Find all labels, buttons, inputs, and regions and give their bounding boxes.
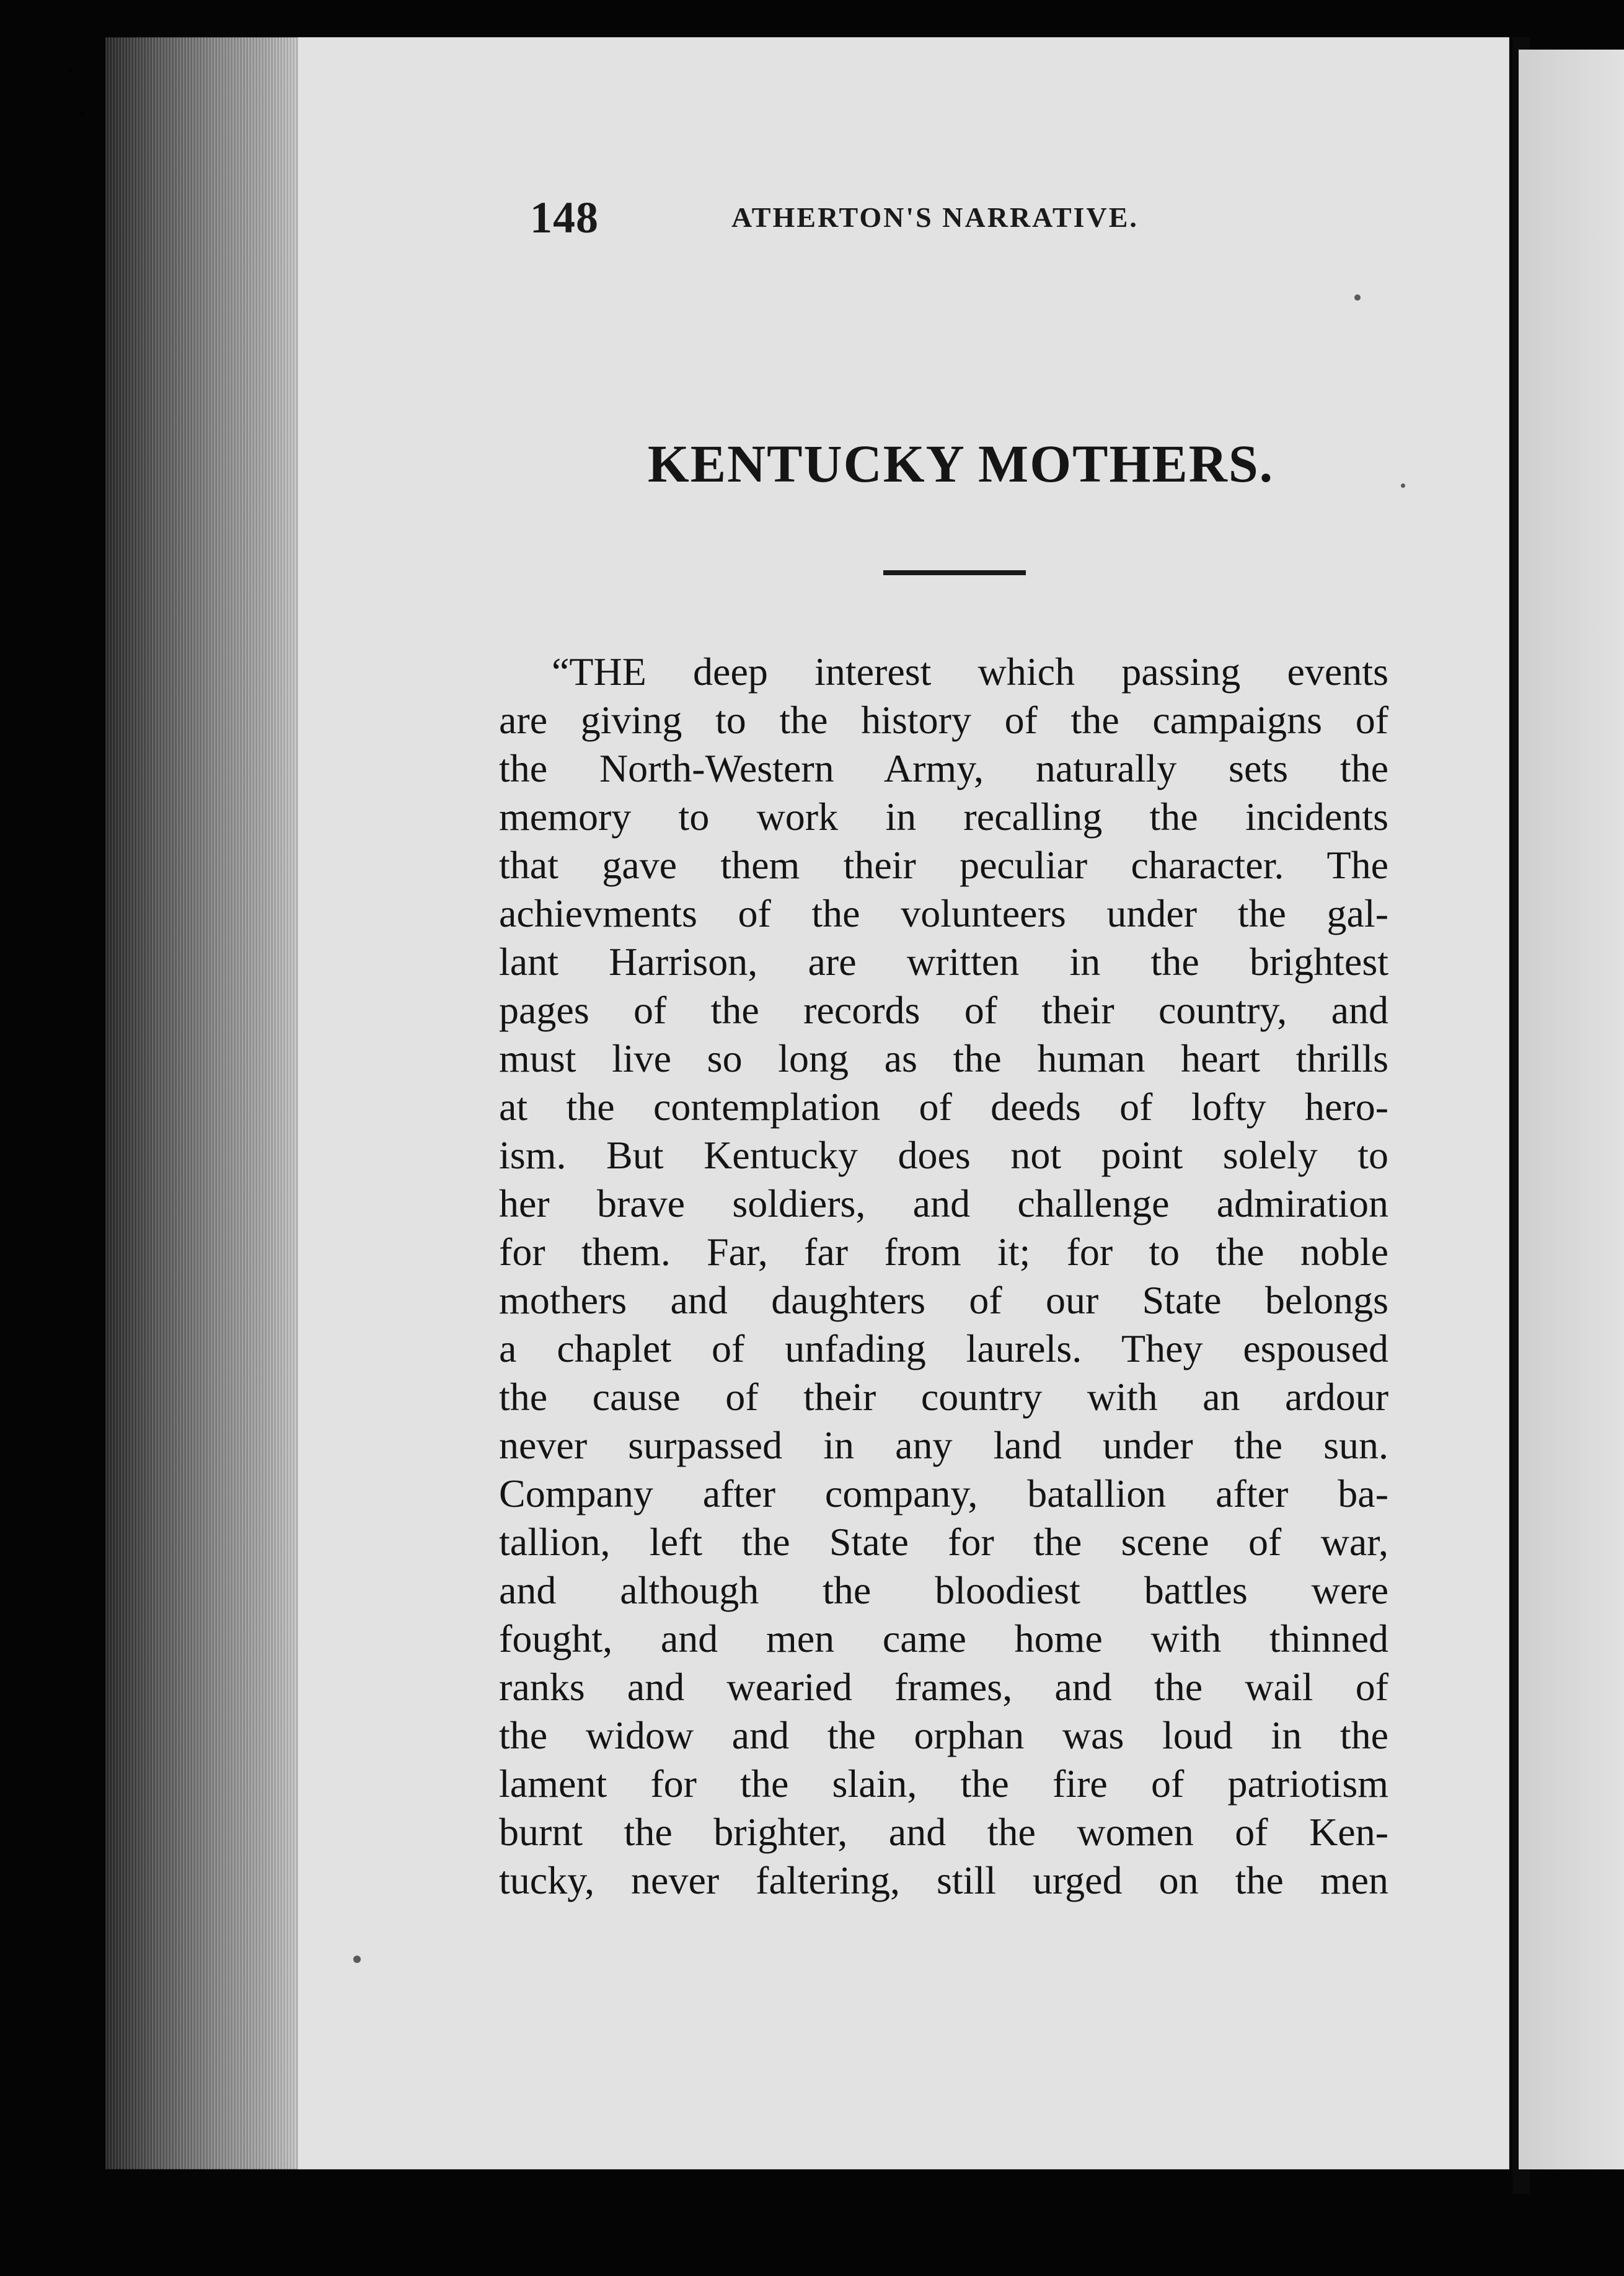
text-line: that gave them their peculiar character. The (499, 843, 1388, 887)
page-edge (105, 37, 310, 2169)
text-line: mothers and daughters of our State belongs (499, 1278, 1388, 1322)
text-line: Company after company, batallion after ba- (499, 1471, 1388, 1515)
dust-speck (68, 68, 73, 73)
text-line: fought, and men came home with thinned (499, 1617, 1388, 1661)
text-line: a chaplet of unfading laurels. They espoused (499, 1326, 1388, 1370)
text-line: lament for the slain, the fire of patriotism (499, 1762, 1388, 1806)
dust-speck (353, 1956, 361, 1963)
text-line: must live so long as the human heart thrills (499, 1036, 1388, 1080)
text-line: tallion, left the State for the scene of war, (499, 1520, 1388, 1564)
text-line: never surpassed in any land under the sun. (499, 1423, 1388, 1467)
text-line: the widow and the orphan was loud in the (499, 1713, 1388, 1757)
text-line: the North-Western Army, naturally sets the (499, 746, 1388, 790)
text-line: ranks and wearied frames, and the wail of (499, 1665, 1388, 1709)
text-line: ism. But Kentucky does not point solely to (499, 1133, 1388, 1177)
text-line: her brave soldiers, and challenge admiration (499, 1181, 1388, 1225)
text-line: tucky, never faltering, still urged on the men (499, 1858, 1388, 1902)
dust-speck (1354, 294, 1361, 301)
dust-speck (1401, 483, 1405, 488)
running-title: ATHERTON'S NARRATIVE. (731, 201, 1139, 233)
text-line: burnt the brighter, and the women of Ken- (499, 1810, 1388, 1854)
text-line: and although the bloodiest battles were (499, 1568, 1388, 1612)
body-text (499, 648, 1388, 1905)
text-line: memory to work in recalling the incidents (499, 795, 1388, 839)
text-line: at the contemplation of deeds of lofty hero- (499, 1085, 1388, 1129)
text-line: achievments of the volunteers under the gal- (499, 891, 1388, 935)
section-title: KENTUCKY MOTHERS. (647, 434, 1274, 493)
title-rule (883, 570, 1026, 575)
text-line: pages of the records of their country, and (499, 988, 1388, 1032)
text-line: for them. Far, far from it; for to the noble (499, 1230, 1388, 1274)
page-number: 148 (530, 193, 599, 242)
text-line: are giving to the history of the campaigns of (499, 698, 1388, 742)
dust-speck (81, 112, 84, 115)
text-line: “THE deep interest which passing events (552, 650, 1388, 694)
text-line: the cause of their country with an ardour (499, 1375, 1388, 1419)
text-line: lant Harrison, are written in the brightest (499, 940, 1388, 984)
adjacent-page-edge (1519, 50, 1624, 2169)
